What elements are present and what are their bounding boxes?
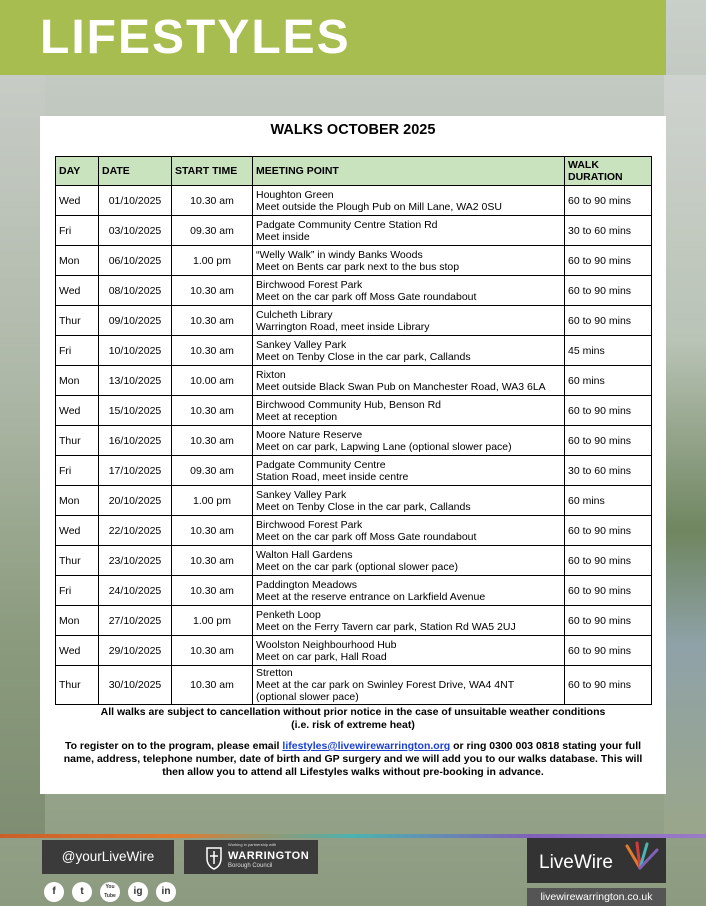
cell-start-time: 10.30 am [172,516,253,546]
cell-date: 15/10/2025 [99,396,172,426]
table-row [56,366,652,396]
table-row [56,636,652,666]
cell-day: Mon [56,486,99,516]
cell-meeting-point [253,636,565,666]
meeting-point-detail: Meet on Tenby Close in the car park, Callands [256,350,471,363]
cell-duration: 60 to 90 mins [565,516,652,546]
meeting-point-place: Houghton Green [256,188,334,201]
cell-meeting-point [253,396,565,426]
cell-meeting-point [253,276,565,306]
cell-date: 16/10/2025 [99,426,172,456]
meeting-point-detail: Meet on the car park (optional slower pace) [256,560,458,573]
cell-start-time: 10.30 am [172,306,253,336]
meeting-point-place: Moore Nature Reserve [256,428,363,441]
cell-day: Thur [56,426,99,456]
registration-note: To register on to the program, please email lifestyles@livewirewarrington.org or ring 0300 003 0818 stating your full name, address, telephone number, date of birth and GP surgery and we will add you to our walks database. This will then allow you to attend all Lifestyles walks without pre-booking in advance. [63,740,643,778]
cell-meeting-point [253,186,565,216]
cell-day: Fri [56,456,99,486]
meeting-point-place: Birchwood Community Hub, Benson Rd [256,398,442,411]
cell-duration: 60 to 90 mins [565,666,652,705]
meeting-point-place: Woolston Neighbourhood Hub [256,638,397,651]
table-row [56,246,652,276]
cell-meeting-point [253,216,565,246]
col-duration: WALK DURATION [565,157,652,186]
cell-day: Thur [56,666,99,705]
cell-start-time: 09.30 am [172,216,253,246]
col-start-time: START TIME [172,157,253,186]
cell-duration: 60 mins [565,366,652,396]
cell-date: 22/10/2025 [99,516,172,546]
cell-meeting-point [253,666,565,705]
cell-date: 06/10/2025 [99,246,172,276]
cell-day: Thur [56,306,99,336]
cell-day: Thur [56,546,99,576]
table-header-row [56,157,652,186]
cell-start-time: 10.00 am [172,366,253,396]
meeting-point-place: Rixton [256,368,286,381]
cell-start-time: 10.30 am [172,186,253,216]
cell-start-time: 10.30 am [172,426,253,456]
meeting-point-detail: Meet on Bents car park next to the bus stop [256,260,460,273]
cell-duration: 30 to 60 mins [565,216,652,246]
meeting-point-place: Paddington Meadows [256,578,357,591]
meeting-point-detail: Meet inside [256,230,310,243]
table-row [56,606,652,636]
meeting-point-detail: Meet at the reserve entrance on Larkfield Avenue [256,590,486,603]
cell-date: 03/10/2025 [99,216,172,246]
cell-meeting-point [253,546,565,576]
cell-start-time: 10.30 am [172,276,253,306]
cell-date: 10/10/2025 [99,336,172,366]
meeting-point-place: Sankey Valley Park [256,488,347,501]
cell-duration: 60 to 90 mins [565,276,652,306]
table-row [56,216,652,246]
cell-duration: 60 to 90 mins [565,246,652,276]
cell-start-time: 10.30 am [172,576,253,606]
facebook-icon[interactable]: f [44,882,64,902]
cell-meeting-point [253,456,565,486]
meeting-point-detail2: (optional slower pace) [256,691,359,703]
cell-meeting-point [253,366,565,396]
cancellation-note: All walks are subject to cancellation without prior notice in the case of unsuitable weather conditions (i.e. risk of extreme heat) [100,706,606,731]
instagram-icon[interactable]: ig [128,882,148,902]
meeting-point-place: Birchwood Forest Park [256,278,363,291]
table-row [56,546,652,576]
cell-date: 23/10/2025 [99,546,172,576]
meeting-point-detail: Meet at the car park on Swinley Forest Drive, WA4 4NT [256,679,515,691]
meeting-point-place: “Welly Walk” in windy Banks Woods [256,248,423,261]
table-row [56,576,652,606]
header-banner [0,0,666,75]
meeting-point-detail: Meet on the car park off Moss Gate roundabout [256,290,477,303]
cell-meeting-point [253,336,565,366]
cell-date: 30/10/2025 [99,666,172,705]
cell-day: Wed [56,396,99,426]
cell-start-time: 1.00 pm [172,606,253,636]
linkedin-icon[interactable]: in [156,882,176,902]
cell-start-time: 10.30 am [172,546,253,576]
cell-date: 13/10/2025 [99,366,172,396]
email-link[interactable]: lifestyles@livewirewarrington.org [282,740,451,752]
cell-date: 24/10/2025 [99,576,172,606]
cell-date: 27/10/2025 [99,606,172,636]
sparkle-icon [619,840,661,870]
cell-meeting-point [253,306,565,336]
website-url[interactable]: livewirewarrington.co.uk [527,888,666,906]
table-row [56,336,652,366]
cell-meeting-point [253,606,565,636]
meeting-point-detail: Meet on Tenby Close in the car park, Callands [256,500,471,513]
cell-start-time: 10.30 am [172,666,253,705]
cell-day: Wed [56,516,99,546]
cell-start-time: 09.30 am [172,456,253,486]
cell-meeting-point [253,246,565,276]
cell-date: 29/10/2025 [99,636,172,666]
crest-icon [204,844,224,870]
cell-start-time: 10.30 am [172,396,253,426]
cell-duration: 60 to 90 mins [565,396,652,426]
meeting-point-detail: Meet on the Ferry Tavern car park, Station Rd WA5 2UJ [256,620,516,633]
cell-start-time: 10.30 am [172,336,253,366]
meeting-point-place: Walton Hall Gardens [256,548,353,561]
cell-duration: 60 to 90 mins [565,606,652,636]
meeting-point-detail: Warrington Road, meet inside Library [256,320,430,333]
cell-meeting-point [253,486,565,516]
table-row [56,276,652,306]
meeting-point-place: Birchwood Forest Park [256,518,363,531]
cell-duration: 60 to 90 mins [565,306,652,336]
youtube-icon[interactable]: You Tube [100,882,120,902]
table-row [56,666,652,705]
meeting-point-detail: Meet on the car park off Moss Gate roundabout [256,530,477,543]
meeting-point-place: Culcheth Library [256,308,333,321]
cell-start-time: 10.30 am [172,636,253,666]
cell-day: Wed [56,636,99,666]
social-handle: @yourLiveWire [42,840,174,874]
cell-date: 01/10/2025 [99,186,172,216]
meeting-point-place: Sankey Valley Park [256,338,347,351]
cell-start-time: 1.00 pm [172,246,253,276]
table-row [56,306,652,336]
cell-meeting-point [253,426,565,456]
table-row [56,486,652,516]
cell-duration: 60 to 90 mins [565,426,652,456]
cell-day: Mon [56,606,99,636]
cell-duration: 60 to 90 mins [565,636,652,666]
meeting-point-detail: Meet at reception [256,410,338,423]
table-row [56,396,652,426]
meeting-point-place: Padgate Community Centre [256,458,386,471]
cell-day: Fri [56,216,99,246]
warrington-logo: Working in partnership with WARRINGTON Borough Council [184,840,318,874]
meeting-point-detail: Station Road, meet inside centre [256,470,409,483]
meeting-point-detail: Meet outside Black Swan Pub on Manchester Road, WA3 6LA [256,380,546,393]
walks-panel [40,116,666,794]
cell-day: Mon [56,366,99,396]
cell-day: Fri [56,576,99,606]
table-row [56,456,652,486]
cell-day: Fri [56,336,99,366]
cell-meeting-point [253,516,565,546]
schedule-title: WALKS OCTOBER 2025 [270,122,436,138]
col-day: DAY [56,157,99,186]
livewire-logo: LiveWire [527,838,666,883]
table-row [56,186,652,216]
cell-duration: 30 to 60 mins [565,456,652,486]
cell-duration: 60 to 90 mins [565,576,652,606]
col-date: DATE [99,157,172,186]
meeting-point-detail: Meet on car park, Hall Road [256,650,387,663]
cell-duration: 60 to 90 mins [565,186,652,216]
table-row [56,516,652,546]
col-meeting-point: MEETING POINT [253,157,565,186]
page-title: LIFESTYLES [40,11,351,64]
cell-date: 09/10/2025 [99,306,172,336]
background-photo-right [664,75,706,835]
meeting-point-place: Padgate Community Centre Station Rd [256,218,438,231]
twitter-icon[interactable]: t [72,882,92,902]
cell-date: 17/10/2025 [99,456,172,486]
cell-day: Wed [56,276,99,306]
meeting-point-detail: Meet on car park, Lapwing Lane (optional slower pace) [256,440,512,453]
cell-day: Mon [56,246,99,276]
background-photo-left [0,75,45,835]
meeting-point-place: Stretton [256,667,293,679]
cell-duration: 60 mins [565,486,652,516]
cell-meeting-point [253,576,565,606]
cell-duration: 60 to 90 mins [565,546,652,576]
walks-table [55,156,652,705]
cell-date: 20/10/2025 [99,486,172,516]
cell-start-time: 1.00 pm [172,486,253,516]
cell-day: Wed [56,186,99,216]
cell-duration: 45 mins [565,336,652,366]
table-row [56,426,652,456]
cell-date: 08/10/2025 [99,276,172,306]
meeting-point-detail: Meet outside the Plough Pub on Mill Lane, WA2 0SU [256,200,502,213]
meeting-point-place: Penketh Loop [256,608,321,621]
